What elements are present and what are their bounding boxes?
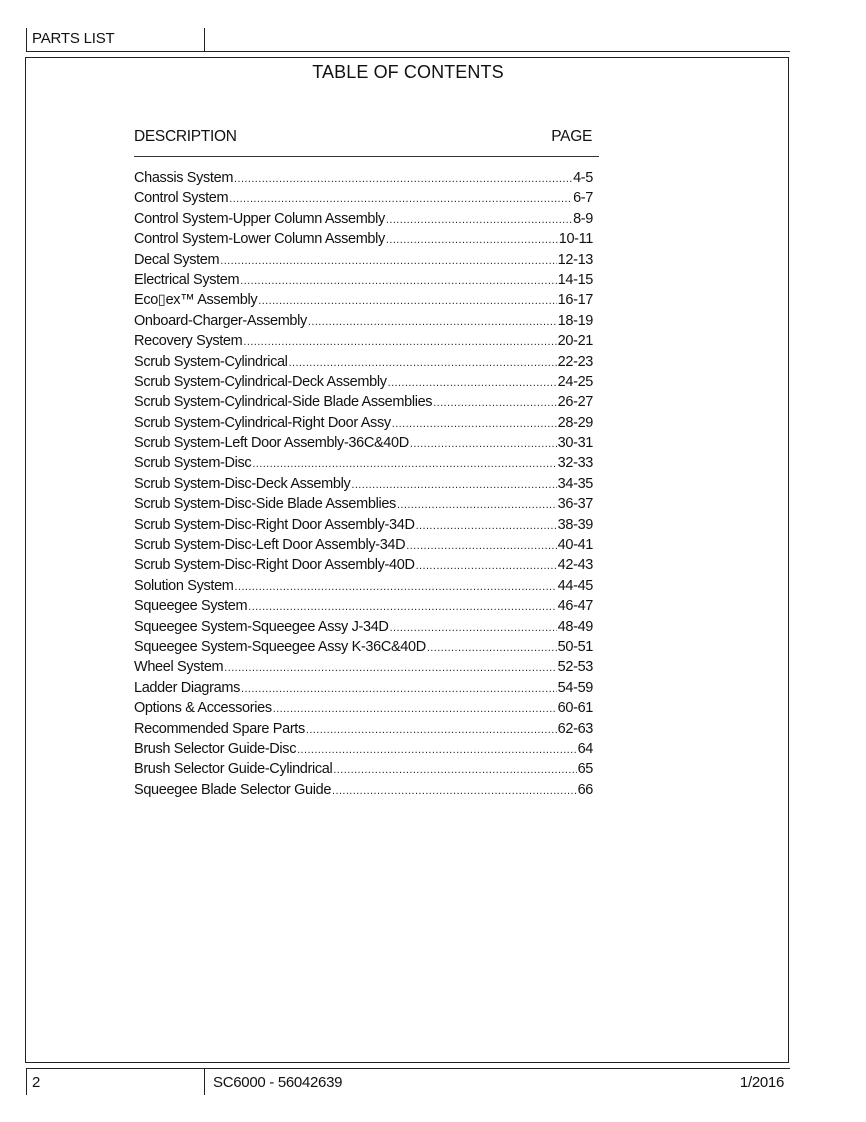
toc-dot-leader	[386, 230, 558, 250]
toc-entry-page: 66	[577, 781, 593, 798]
toc-dot-leader	[351, 475, 556, 495]
toc-dot-leader	[333, 760, 576, 780]
toc-dot-leader	[224, 658, 556, 678]
toc-entry[interactable]	[134, 250, 593, 270]
toc-entry-label: Control System-Upper Column Assembly	[134, 210, 385, 227]
toc-entry[interactable]	[134, 311, 593, 331]
toc-entry-page: 20-21	[557, 333, 593, 350]
toc-entry-label: Recommended Spare Parts	[134, 720, 305, 737]
toc-dot-leader	[252, 454, 556, 474]
toc-entry-label: Scrub System-Cylindrical	[134, 353, 288, 370]
toc-dot-leader	[258, 291, 556, 311]
toc-entry-page: 24-25	[557, 373, 593, 390]
toc-entry-page: 12-13	[557, 251, 593, 268]
toc-dot-leader	[273, 699, 557, 719]
section-label: PARTS LIST	[32, 30, 115, 47]
toc-dot-leader	[297, 740, 576, 760]
toc-entry-page: 4-5	[573, 170, 593, 186]
header-tab-divider	[204, 28, 205, 52]
toc-dot-leader	[234, 169, 572, 189]
toc-entry-label: Electrical System	[134, 271, 240, 288]
toc-entry[interactable]	[134, 168, 593, 188]
toc-entry-page: 46-47	[557, 598, 593, 615]
toc-entry-label: Chassis System	[134, 170, 234, 186]
toc-entry[interactable]	[134, 780, 593, 800]
toc-dot-leader	[308, 312, 557, 332]
toc-dot-leader	[386, 210, 572, 230]
footer-tab-divider	[204, 1069, 205, 1095]
toc-entry[interactable]	[134, 739, 593, 759]
toc-entry-label: Scrub System-Disc-Side Blade Assemblies	[134, 496, 396, 513]
toc-entry-page: 32-33	[557, 455, 593, 472]
toc-entry-page: 60-61	[557, 700, 593, 717]
toc-dot-leader	[392, 414, 557, 434]
toc-entry-page: 54-59	[557, 679, 593, 696]
toc-dot-leader	[416, 556, 557, 576]
toc-dot-leader	[416, 516, 557, 536]
footer-page-number: 2	[32, 1074, 41, 1091]
toc-entry[interactable]	[134, 392, 593, 412]
toc-entry-label: Squeegee System	[134, 598, 248, 615]
toc-entry-page: 38-39	[557, 516, 593, 533]
toc-entry-label: Scrub System-Cylindrical-Right Door Assy	[134, 414, 391, 431]
toc-entry-label: Ladder Diagrams	[134, 679, 240, 696]
footer-rule	[26, 1068, 790, 1069]
footer-date: 1/2016	[739, 1074, 784, 1091]
toc-entry-page: 34-35	[557, 475, 593, 492]
toc-entry-page: 8-9	[573, 210, 593, 227]
toc-entry[interactable]	[134, 596, 593, 616]
toc-dot-leader	[397, 495, 557, 515]
toc-dot-leader	[410, 434, 557, 454]
toc-entry-label: Scrub System-Cylindrical-Side Blade Assemblies	[134, 394, 433, 411]
toc-dot-leader	[427, 638, 557, 658]
toc-entry-page: 40-41	[557, 537, 593, 554]
toc-entry[interactable]	[134, 209, 593, 229]
toc-entry-label: Decal System	[134, 251, 220, 268]
toc-list	[134, 168, 593, 800]
toc-entry-page: 52-53	[557, 659, 593, 676]
toc-entry[interactable]	[134, 229, 593, 249]
toc-dot-leader	[220, 251, 556, 271]
toc-entry[interactable]	[134, 290, 593, 310]
toc-entry-page: 18-19	[557, 312, 593, 329]
toc-dot-leader	[388, 373, 557, 393]
toc-entry-page: 65	[577, 761, 593, 778]
toc-entry-page: 36-37	[557, 496, 593, 513]
page-column-header: PAGE	[551, 128, 592, 145]
toc-entry-label: Scrub System-Disc-Deck Assembly	[134, 475, 351, 492]
toc-entry[interactable]	[134, 535, 593, 555]
toc-entry-label: Squeegee System-Squeegee Assy J-34D	[134, 618, 389, 635]
toc-entry-page: 50-51	[557, 638, 593, 655]
footer-model-number: SC6000 - 56042639	[213, 1074, 343, 1091]
toc-entry-page: 64	[577, 740, 593, 757]
toc-entry-page: 26-27	[557, 394, 593, 411]
toc-dot-leader	[248, 597, 556, 617]
toc-entry[interactable]	[134, 270, 593, 290]
toc-dot-leader	[243, 332, 556, 352]
toc-entry[interactable]	[134, 352, 593, 372]
toc-entry-label: Eco▯ex™ Assembly	[134, 292, 258, 309]
toc-entry[interactable]	[134, 617, 593, 637]
column-header-rule	[134, 156, 599, 157]
toc-entry[interactable]	[134, 576, 593, 596]
toc-entry-label: Wheel System	[134, 659, 224, 676]
toc-dot-leader	[406, 536, 556, 556]
toc-entry-label: Options & Accessories	[134, 700, 272, 717]
toc-dot-leader	[433, 393, 556, 413]
header-left-divider	[26, 28, 27, 52]
toc-dot-leader	[289, 353, 557, 373]
toc-entry-label: Scrub System-Disc-Left Door Assembly-34D	[134, 537, 406, 554]
toc-entry-label: Scrub System-Left Door Assembly-36C&40D	[134, 435, 409, 452]
toc-entry-page: 16-17	[557, 292, 593, 309]
toc-entry-page: 10-11	[558, 231, 593, 248]
toc-dot-leader	[241, 679, 557, 699]
toc-entry-label: Scrub System-Cylindrical-Deck Assembly	[134, 373, 387, 390]
toc-entry-label: Brush Selector Guide-Disc	[134, 740, 297, 757]
toc-entry-page: 44-45	[557, 577, 593, 594]
toc-entry-label: Control System-Lower Column Assembly	[134, 231, 385, 248]
toc-entry[interactable]	[134, 494, 593, 514]
toc-dot-leader	[240, 271, 556, 291]
toc-entry-label: Scrub System-Disc	[134, 455, 252, 472]
toc-entry-label: Scrub System-Disc-Right Door Assembly-40D	[134, 557, 415, 574]
toc-entry-label: Solution System	[134, 577, 234, 594]
toc-entry[interactable]	[134, 759, 593, 779]
toc-entry[interactable]	[134, 657, 593, 677]
toc-entry-page: 30-31	[557, 435, 593, 452]
toc-entry[interactable]	[134, 188, 593, 208]
toc-entry-page: 6-7	[573, 190, 593, 207]
toc-entry-page: 14-15	[557, 271, 593, 288]
toc-entry[interactable]	[134, 474, 593, 494]
toc-entry-label: Control System	[134, 190, 229, 207]
toc-entry[interactable]	[134, 719, 593, 739]
header-rule	[26, 51, 790, 52]
toc-entry[interactable]	[134, 555, 593, 575]
toc-entry-label: Brush Selector Guide-Cylindrical	[134, 761, 333, 778]
toc-dot-leader	[306, 720, 557, 740]
toc-entry-page: 28-29	[557, 414, 593, 431]
description-column-header: DESCRIPTION	[134, 128, 237, 145]
page-title: TABLE OF CONTENTS	[312, 62, 504, 82]
toc-entry-page: 48-49	[557, 618, 593, 635]
toc-entry[interactable]	[134, 515, 593, 535]
toc-entry-label: Recovery System	[134, 333, 243, 350]
toc-dot-leader	[229, 189, 572, 209]
toc-entry-label: Onboard-Charger-Assembly	[134, 312, 307, 329]
toc-entry-label: Squeegee System-Squeegee Assy K-36C&40D	[134, 638, 426, 655]
toc-entry[interactable]	[134, 372, 593, 392]
toc-entry-label: Scrub System-Disc-Right Door Assembly-34D	[134, 516, 415, 533]
footer-left-divider	[26, 1069, 27, 1095]
toc-entry[interactable]	[134, 413, 593, 433]
toc-entry[interactable]	[134, 698, 593, 718]
toc-entry[interactable]	[134, 453, 593, 473]
toc-entry[interactable]	[134, 637, 593, 657]
toc-dot-leader	[332, 781, 577, 801]
toc-entry[interactable]	[134, 678, 593, 698]
toc-entry-label: Squeegee Blade Selector Guide	[134, 781, 332, 798]
toc-dot-leader	[390, 618, 557, 638]
toc-entry-page: 22-23	[557, 353, 593, 370]
toc-entry-page: 42-43	[557, 557, 593, 574]
toc-entry-page: 62-63	[557, 720, 593, 737]
toc-entry[interactable]	[134, 433, 593, 453]
toc-dot-leader	[235, 577, 557, 597]
toc-entry[interactable]	[134, 331, 593, 351]
